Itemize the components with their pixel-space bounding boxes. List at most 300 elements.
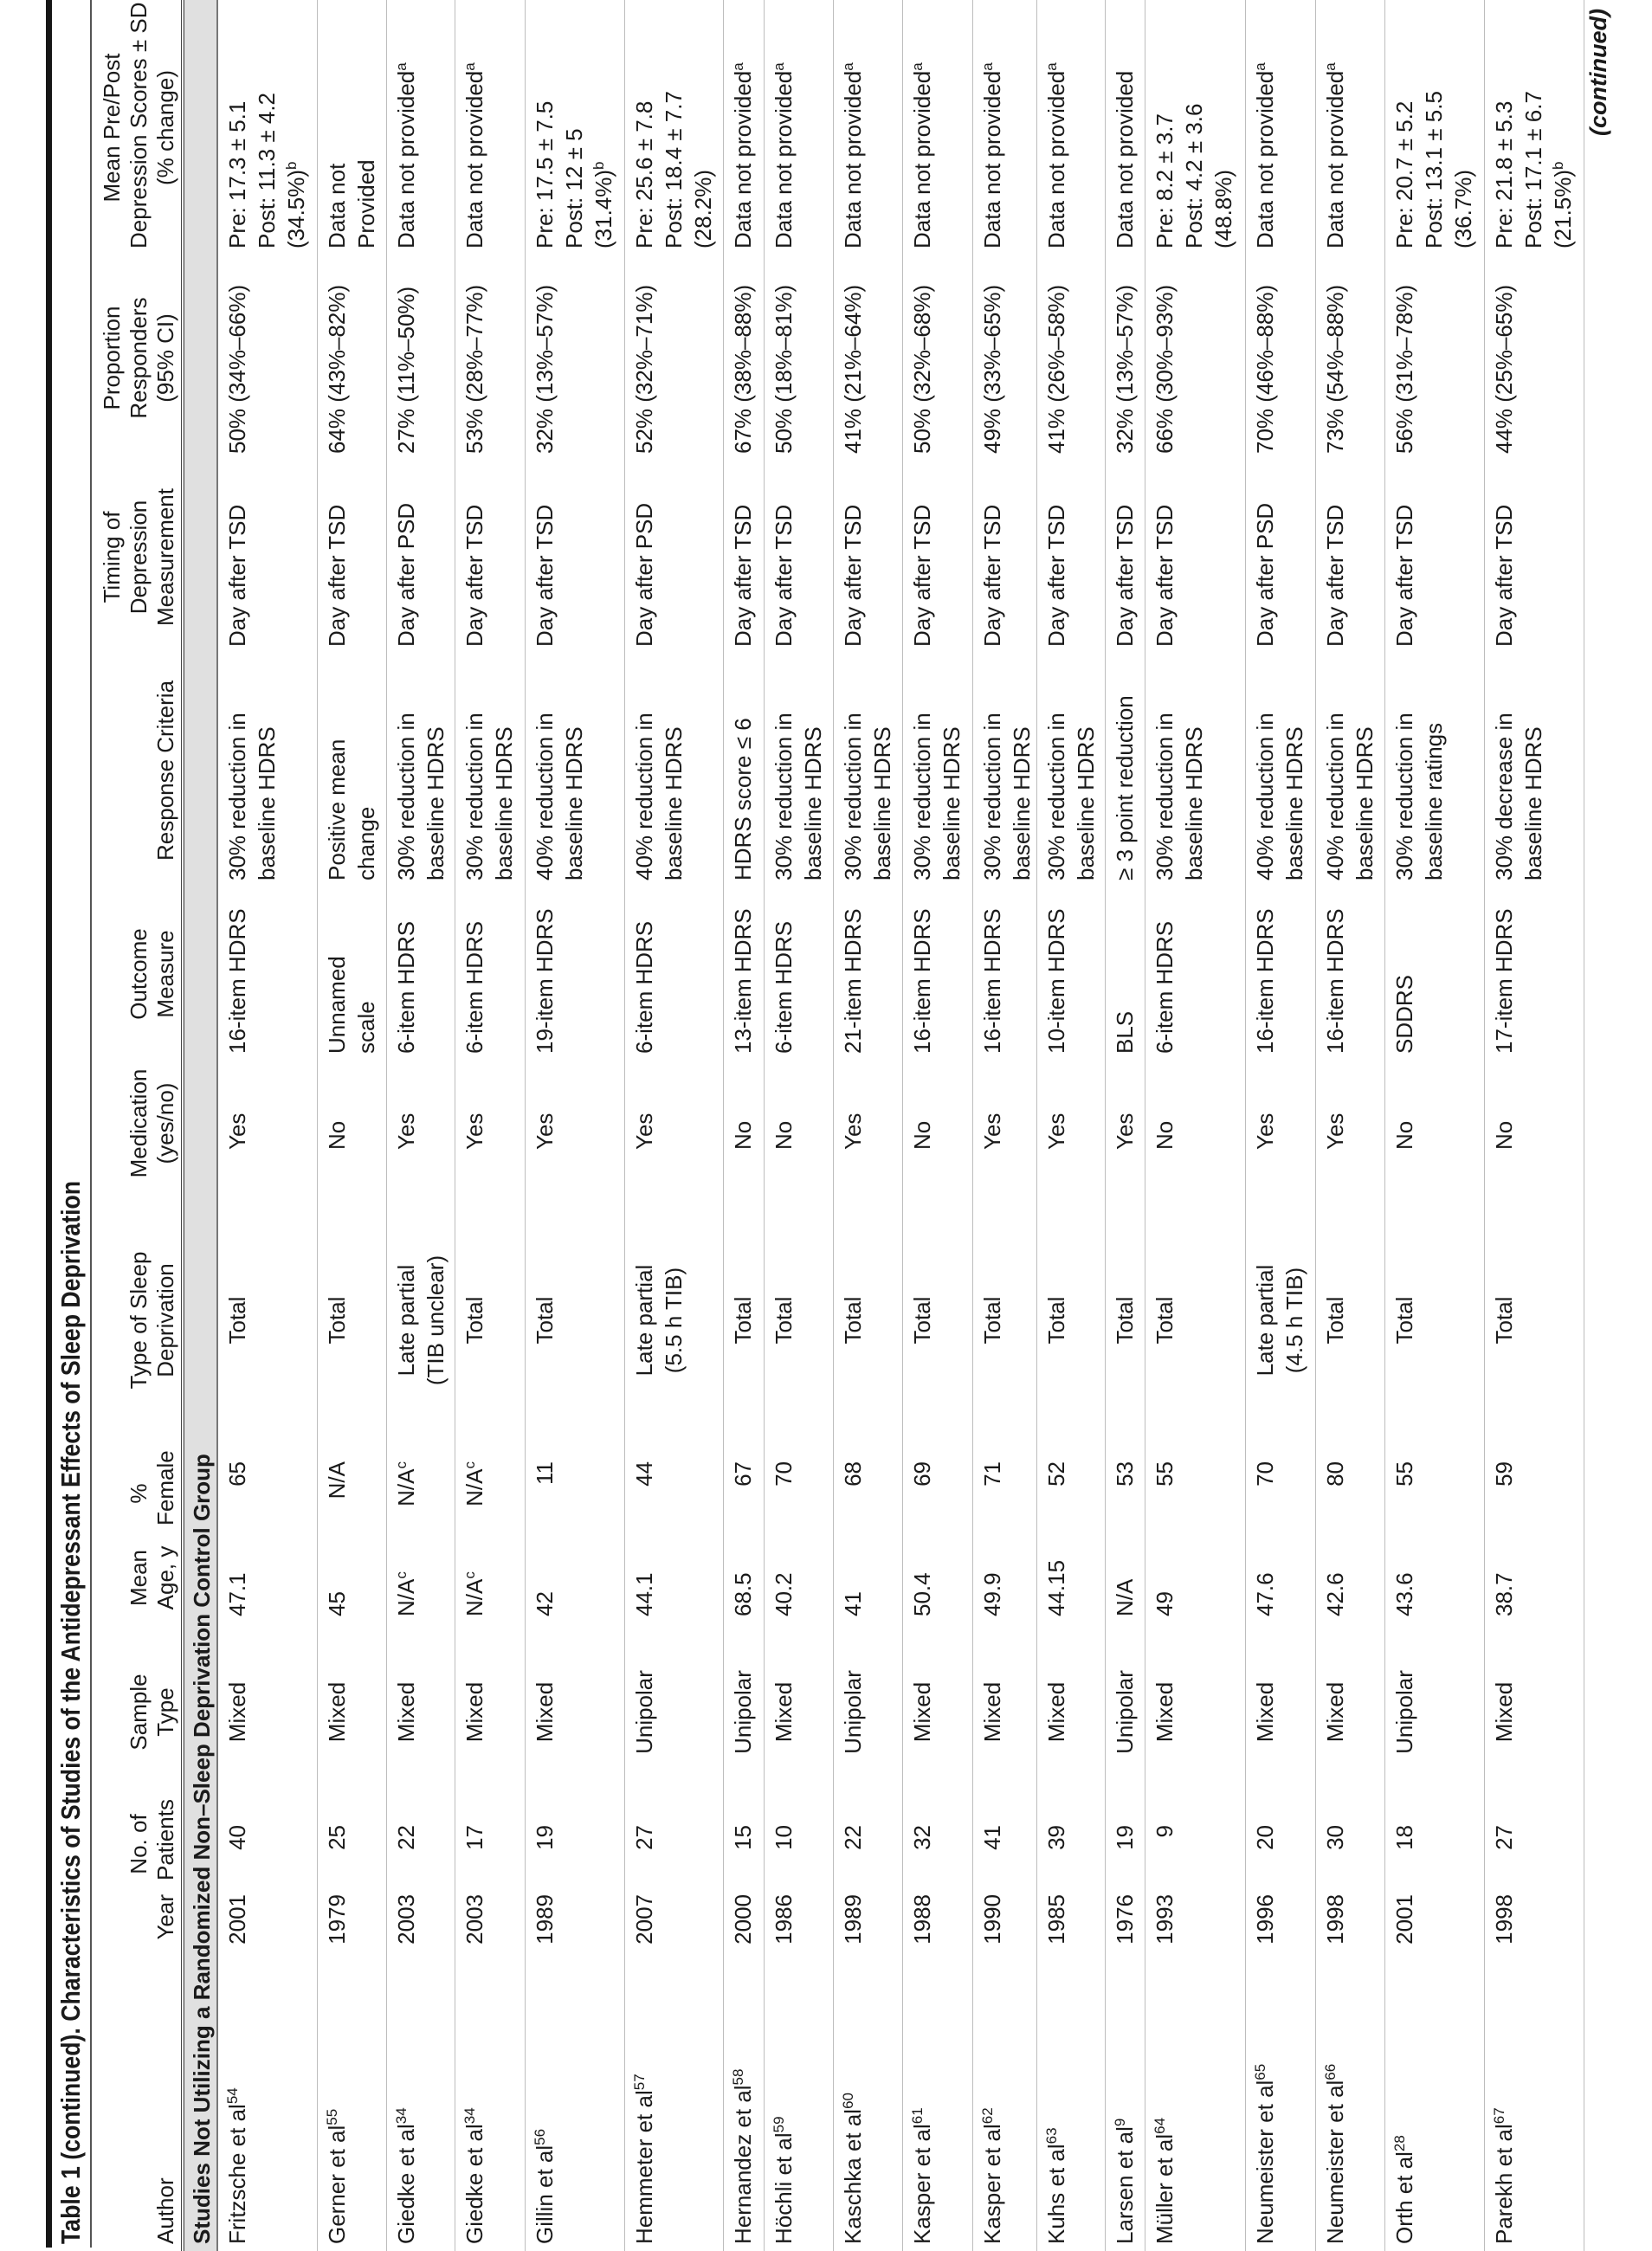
cell-author [624,1974,723,2251]
cell-percent-female [723,1454,764,1532]
medication-value: No [323,1120,350,1150]
sample-type-value: Unipolar [839,1670,866,1754]
mean-scores-line: Post: 18.4 ± 7.7 [660,91,687,248]
proportion-value: 52% (32%–71%) [630,284,657,454]
table-row [723,0,764,2251]
table-row [317,0,386,2251]
mean-scores-line-wrap [1390,7,1419,248]
patients-value: 27 [1490,1825,1517,1850]
cell-proportion [1315,255,1384,461]
year-value: 2003 [461,1894,487,1945]
mean-age-value: 49 [1151,1591,1178,1616]
outcome-line: 21-item HDRS [839,908,866,1054]
header-row [92,0,183,2251]
medication-value: Yes [224,1113,250,1150]
author-name: Neumeister et al [1251,2080,1278,2244]
timing-value: Day after TSD [1321,504,1348,647]
percent-female-value: 52 [1042,1461,1069,1487]
footnote-marker: a [978,62,996,71]
cell-proportion [1245,255,1315,461]
cell-proportion [455,255,525,461]
response-criteria-line: 30% reduction in [908,713,935,880]
cell-timing [317,461,386,654]
deprivation-type-line: Total [1151,1296,1178,1345]
cell-sample-type [1384,1623,1484,1801]
cell-mean-age [1384,1532,1484,1623]
mean-scores-line: Data not provided [1042,70,1069,248]
cell-mean-age [833,1532,902,1623]
patients-value: 40 [224,1825,250,1850]
mean-scores-line: Data not provided [839,70,866,248]
cell-year [723,1887,764,1974]
patients-value: 22 [839,1825,866,1850]
mean-scores-line: Pre: 25.6 ± 7.8 [630,100,657,248]
author-name: Kasper et al [908,2124,935,2244]
mean-age-value: 38.7 [1490,1572,1517,1616]
cell-medication [1105,1061,1145,1186]
mean-scores-line-wrap [530,7,559,248]
cell-author [525,1974,624,2251]
timing-value: Day after TSD [770,504,797,647]
response-criteria-line: 30% decrease in [1490,713,1517,880]
cell-sample-type [317,1623,386,1801]
medication-value: No [1490,1120,1517,1150]
patients-value: 10 [770,1825,797,1850]
deprivation-type-line: Total [839,1296,866,1345]
cell-author [1484,1974,1584,2251]
sample-type-value: Mixed [1251,1681,1278,1743]
year-value: 1989 [531,1894,558,1945]
cell-proportion [833,255,902,461]
cell-deprivation-type [455,1186,525,1454]
cell-mean-scores [723,0,764,255]
year-value: 2007 [630,1894,657,1945]
cell-mean-scores [1384,0,1484,255]
header-line: Mean Pre/Post [99,53,125,203]
mean-scores-line: (31.4%) [590,169,616,248]
cell-patients [902,1801,972,1887]
footnote-marker: a [1321,62,1339,71]
header-mean-scores [92,0,183,255]
response-criteria-line: 30% reduction in [978,713,1005,880]
percent-female-value: 55 [1391,1461,1417,1487]
cell-percent-female [1384,1454,1484,1532]
cell-outcome [1145,887,1245,1061]
mean-scores-line: Pre: 17.3 ± 5.1 [224,100,250,248]
outcome-line: SDDRS [1391,974,1417,1054]
cell-response-criteria [723,654,764,887]
cell-mean-age [972,1532,1036,1623]
cell-timing [1245,461,1315,654]
mean-scores-line-wrap [629,7,659,248]
cell-proportion [317,255,386,461]
mean-scores-line-wrap [1548,7,1578,248]
cell-proportion [624,255,723,461]
mean-scores-line: Pre: 21.8 ± 5.3 [1490,100,1517,248]
deprivation-type-line: Total [1111,1296,1138,1345]
cell-mean-age [1145,1532,1245,1623]
year-value: 1985 [1042,1894,1069,1945]
cell-proportion [1145,255,1245,461]
footnote-marker: b [283,161,300,170]
proportion-value: 32% (13%–57%) [1111,284,1138,454]
year-value: 2001 [1391,1894,1417,1945]
footnote-marker: a [729,62,746,71]
response-criteria-line: 30% reduction in [392,713,419,880]
header-year [92,1887,183,1974]
cell-percent-female [1484,1454,1584,1532]
cell-proportion [1384,255,1484,461]
mean-scores-line-wrap [1209,7,1238,248]
cell-sample-type [525,1623,624,1801]
timing-value: Day after PSD [1251,502,1278,647]
response-criteria-line: ≥ 3 point reduction [1111,695,1138,880]
footnote-marker: a [461,62,478,71]
table-top-rule [46,0,52,2248]
cell-patients [1145,1801,1245,1887]
header-line: Type [152,1687,178,1737]
mean-scores-line-wrap [659,7,688,248]
cell-mean-age [624,1532,723,1623]
mean-scores-line: Data not provided [1111,70,1138,248]
proportion-value: 73% (54%–88%) [1321,284,1348,454]
cell-proportion [217,255,317,461]
cell-year [317,1887,386,1974]
year-value: 1998 [1321,1894,1348,1945]
header-line: (95% CI) [152,313,178,403]
timing-value: Day after PSD [630,502,657,647]
sample-type-value: Mixed [1490,1681,1517,1743]
outcome-line: 16-item HDRS [1251,908,1278,1054]
header-line: Age, y [152,1545,178,1610]
response-criteria-line: 30% reduction in [1391,713,1417,880]
cell-sample-type [1315,1623,1384,1801]
cell-sample-type [455,1623,525,1801]
cell-timing [972,461,1036,654]
cell-percent-female [902,1454,972,1532]
outcome-line: 10-item HDRS [1042,908,1069,1054]
patients-value: 22 [392,1825,419,1850]
mean-scores-line-wrap [252,7,281,248]
cell-author [723,1974,764,2251]
header-line: Outcome [126,928,152,1020]
cell-year [764,1887,833,1974]
response-criteria-line: 30% reduction in [224,713,250,880]
cell-mean-age [1036,1532,1105,1623]
sample-type-value: Mixed [461,1681,487,1743]
cell-mean-age [317,1532,386,1623]
cell-deprivation-type [764,1186,833,1454]
header-line: (yes/no) [152,1082,178,1164]
cell-patients [723,1801,764,1887]
table-row [1484,0,1584,2251]
mean-scores-line: Data not provided [392,70,419,248]
cell-outcome [902,887,972,1061]
cell-response-criteria [1105,654,1145,887]
cell-sample-type [902,1623,972,1801]
cell-proportion [1105,255,1145,461]
reference-number: 9 [1111,2118,1128,2127]
cell-medication [833,1061,902,1186]
cell-medication [217,1061,317,1186]
mean-age-value: 40.2 [770,1572,797,1616]
table-row [764,0,833,2251]
cell-author [972,1974,1036,2251]
mean-scores-line: Data not provided [1321,70,1348,248]
mean-age-value: 42 [531,1591,558,1616]
response-criteria-line: baseline HDRS [1072,726,1099,880]
response-criteria-line: baseline HDRS [1008,726,1035,880]
mean-scores-line-wrap [1419,7,1449,248]
sample-type-value: Unipolar [729,1670,756,1754]
header-percent-female [92,1450,183,1532]
cell-medication [624,1061,723,1186]
table-row [1145,0,1245,2251]
medication-value: Yes [461,1113,487,1150]
cell-mean-scores [833,0,902,255]
cell-patients [972,1801,1036,1887]
patients-value: 19 [1111,1825,1138,1850]
cell-mean-scores [217,0,317,255]
cell-timing [217,461,317,654]
author-name: Kaschka et al [839,2108,866,2244]
author-name: Hernandez et al [729,2085,756,2244]
response-criteria-line: baseline HDRS [938,726,965,880]
author-name: Neumeister et al [1321,2080,1348,2244]
sample-type-value: Mixed [1321,1681,1348,1743]
cell-author [455,1974,525,2251]
cell-author [833,1974,902,2251]
cell-patients [217,1801,317,1887]
timing-value: Day after TSD [978,504,1005,647]
response-criteria-line: baseline HDRS [660,726,687,880]
reference-number: 34 [392,2107,410,2125]
header-line: Deprivation [152,1263,178,1377]
header-mean-age [92,1532,183,1623]
response-criteria-line: HDRS score ≤ 6 [729,718,756,880]
author-name: Giedke et al [392,2124,419,2244]
cell-mean-scores [525,0,624,255]
cell-mean-scores [386,0,455,255]
author-name: Höchli et al [770,2132,797,2244]
deprivation-type-line: Total [461,1296,487,1345]
year-value: 2001 [224,1894,250,1945]
response-criteria-line: baseline HDRS [254,726,280,880]
reference-number: 55 [323,2108,340,2125]
header-line: Mean [126,1549,152,1607]
cell-outcome [1105,887,1145,1061]
timing-value: Day after TSD [531,504,558,647]
cell-deprivation-type [902,1186,972,1454]
cell-percent-female [764,1454,833,1532]
cell-timing [1484,461,1584,654]
cell-sample-type [1105,1623,1145,1801]
cell-patients [1105,1801,1145,1887]
table-row [833,0,902,2251]
cell-year [1315,1887,1384,1974]
cell-outcome [1384,887,1484,1061]
patients-value: 18 [1391,1825,1417,1850]
response-criteria-line: 30% reduction in [1042,713,1069,880]
medication-value: No [1151,1120,1178,1150]
mean-scores-line-wrap [1110,7,1139,248]
reference-number: 63 [1042,2127,1060,2145]
cell-patients [1315,1801,1384,1887]
cell-percent-female [1315,1454,1384,1532]
timing-value: Day after TSD [729,504,756,647]
response-criteria-line: baseline HDRS [1180,726,1207,880]
patients-value: 32 [908,1825,935,1850]
response-criteria-line: 40% reduction in [1251,713,1278,880]
patients-value: 9 [1151,1825,1178,1838]
cell-percent-female [624,1454,723,1532]
deprivation-type-line: Late partial [630,1264,657,1377]
author-name: Parekh et al [1490,2124,1517,2244]
mean-age-value: 49.9 [978,1572,1005,1616]
percent-female-value: N/A [323,1461,350,1500]
footnote-marker: a [908,62,926,71]
header-line: Patients [152,1799,178,1880]
mean-scores-line-wrap [1042,7,1071,248]
mean-scores-line-wrap [460,7,489,248]
medication-value: Yes [630,1113,657,1150]
cell-year [1484,1887,1584,1974]
patients-value: 41 [978,1825,1005,1850]
cell-sample-type [1245,1623,1315,1801]
cell-year [624,1887,723,1974]
mean-scores-line: (36.7%) [1449,169,1476,248]
header-sleep-deprivation-type [92,1186,183,1454]
table-row [1315,0,1384,2251]
author-name: Kuhs et al [1042,2144,1069,2244]
header-line: Author [152,2177,178,2244]
section-label: Studies Not Utilizing a Randomized Non–Sleep Deprivation Control Group [183,0,217,2251]
year-value: 2003 [392,1894,419,1945]
response-criteria-line: baseline HDRS [868,726,895,880]
author-name: Gillin et al [531,2145,558,2244]
mean-age-value: 44.1 [630,1572,657,1616]
cell-response-criteria [525,654,624,887]
medication-value: Yes [1251,1113,1278,1150]
footnote-marker: b [1549,161,1566,170]
mean-age-value: 50.4 [908,1572,935,1616]
mean-age-value: N/A [461,1578,487,1616]
percent-female-value: 71 [978,1461,1005,1487]
cell-proportion [902,255,972,461]
cell-timing [1384,461,1484,654]
mean-scores-line-wrap [838,7,868,248]
cell-percent-female [833,1454,902,1532]
mean-scores-line-wrap [559,7,589,248]
cell-author [1245,1974,1315,2251]
timing-value: Day after TSD [1042,504,1069,647]
cell-mean-scores [624,0,723,255]
continued-note: (continued) [1585,9,1611,136]
deprivation-type-line: (4.5 h TIB) [1281,1267,1307,1374]
timing-value: Day after TSD [1151,504,1178,647]
cell-percent-female [1105,1454,1145,1532]
cell-percent-female [217,1454,317,1532]
reference-number: 34 [461,2107,478,2125]
cell-patients [525,1801,624,1887]
cell-mean-scores [1105,0,1145,255]
cell-author [1384,1974,1484,2251]
sample-type-value: Mixed [1042,1681,1069,1743]
cell-year [1384,1887,1484,1974]
cell-response-criteria [317,654,386,887]
mean-scores-line: (28.2%) [689,169,716,248]
percent-female-value: 70 [770,1461,797,1487]
mean-scores-line-wrap [688,7,718,248]
footnote-marker: a [839,62,856,71]
timing-value: Day after TSD [908,504,935,647]
cell-proportion [1484,255,1584,461]
table-row [1245,0,1315,2251]
cell-medication [972,1061,1036,1186]
header-outcome-measure [92,887,183,1061]
cell-proportion [525,255,624,461]
patients-value: 25 [323,1825,350,1850]
year-value: 1988 [908,1894,935,1945]
cell-response-criteria [217,654,317,887]
mean-scores-line: Provided [352,159,379,248]
cell-timing [723,461,764,654]
cell-proportion [764,255,833,461]
cell-mean-age [217,1532,317,1623]
deprivation-type-line: Late partial [1251,1264,1278,1377]
sample-type-value: Unipolar [1111,1670,1138,1754]
mean-scores-line: Post: 12 ± 5 [560,128,587,248]
table-row [455,0,525,2251]
header-line: (% change) [152,70,178,185]
cell-outcome [455,887,525,1061]
author-name: Gerner et al [323,2125,350,2244]
cell-outcome [764,887,833,1061]
outcome-line: 6-item HDRS [630,920,657,1054]
medication-value: Yes [392,1113,419,1150]
cell-medication [902,1061,972,1186]
cell-response-criteria [902,654,972,887]
cell-sample-type [1036,1623,1105,1801]
mean-scores-line: Pre: 17.5 ± 7.5 [531,100,558,248]
proportion-value: 70% (46%–88%) [1251,284,1278,454]
sample-type-value: Mixed [978,1681,1005,1743]
patients-value: 27 [630,1825,657,1850]
year-value: 1993 [1151,1894,1178,1945]
deprivation-type-line: (TIB unclear) [422,1254,448,1386]
mean-scores-line: Pre: 8.2 ± 3.7 [1151,113,1178,248]
deprivation-type-line: Total [1042,1296,1069,1345]
table-row [1036,0,1105,2251]
patients-value: 39 [1042,1825,1069,1850]
cell-deprivation-type [972,1186,1036,1454]
author-name: Larsen et al [1111,2126,1138,2244]
author-name: Fritzsche et al [224,2104,250,2244]
cell-mean-age [1484,1532,1584,1623]
table-row [386,0,455,2251]
footnote-marker: c [461,1461,478,1469]
cell-timing [525,461,624,654]
cell-timing [764,461,833,654]
header-author [92,1974,183,2251]
deprivation-type-line: Total [978,1296,1005,1345]
cell-deprivation-type [1384,1186,1484,1454]
cell-response-criteria [455,654,525,887]
mean-scores-line-wrap [978,7,1007,248]
header-line: Year [152,1894,178,1940]
header-line: Responders [126,297,152,419]
timing-value: Day after TSD [1391,504,1417,647]
